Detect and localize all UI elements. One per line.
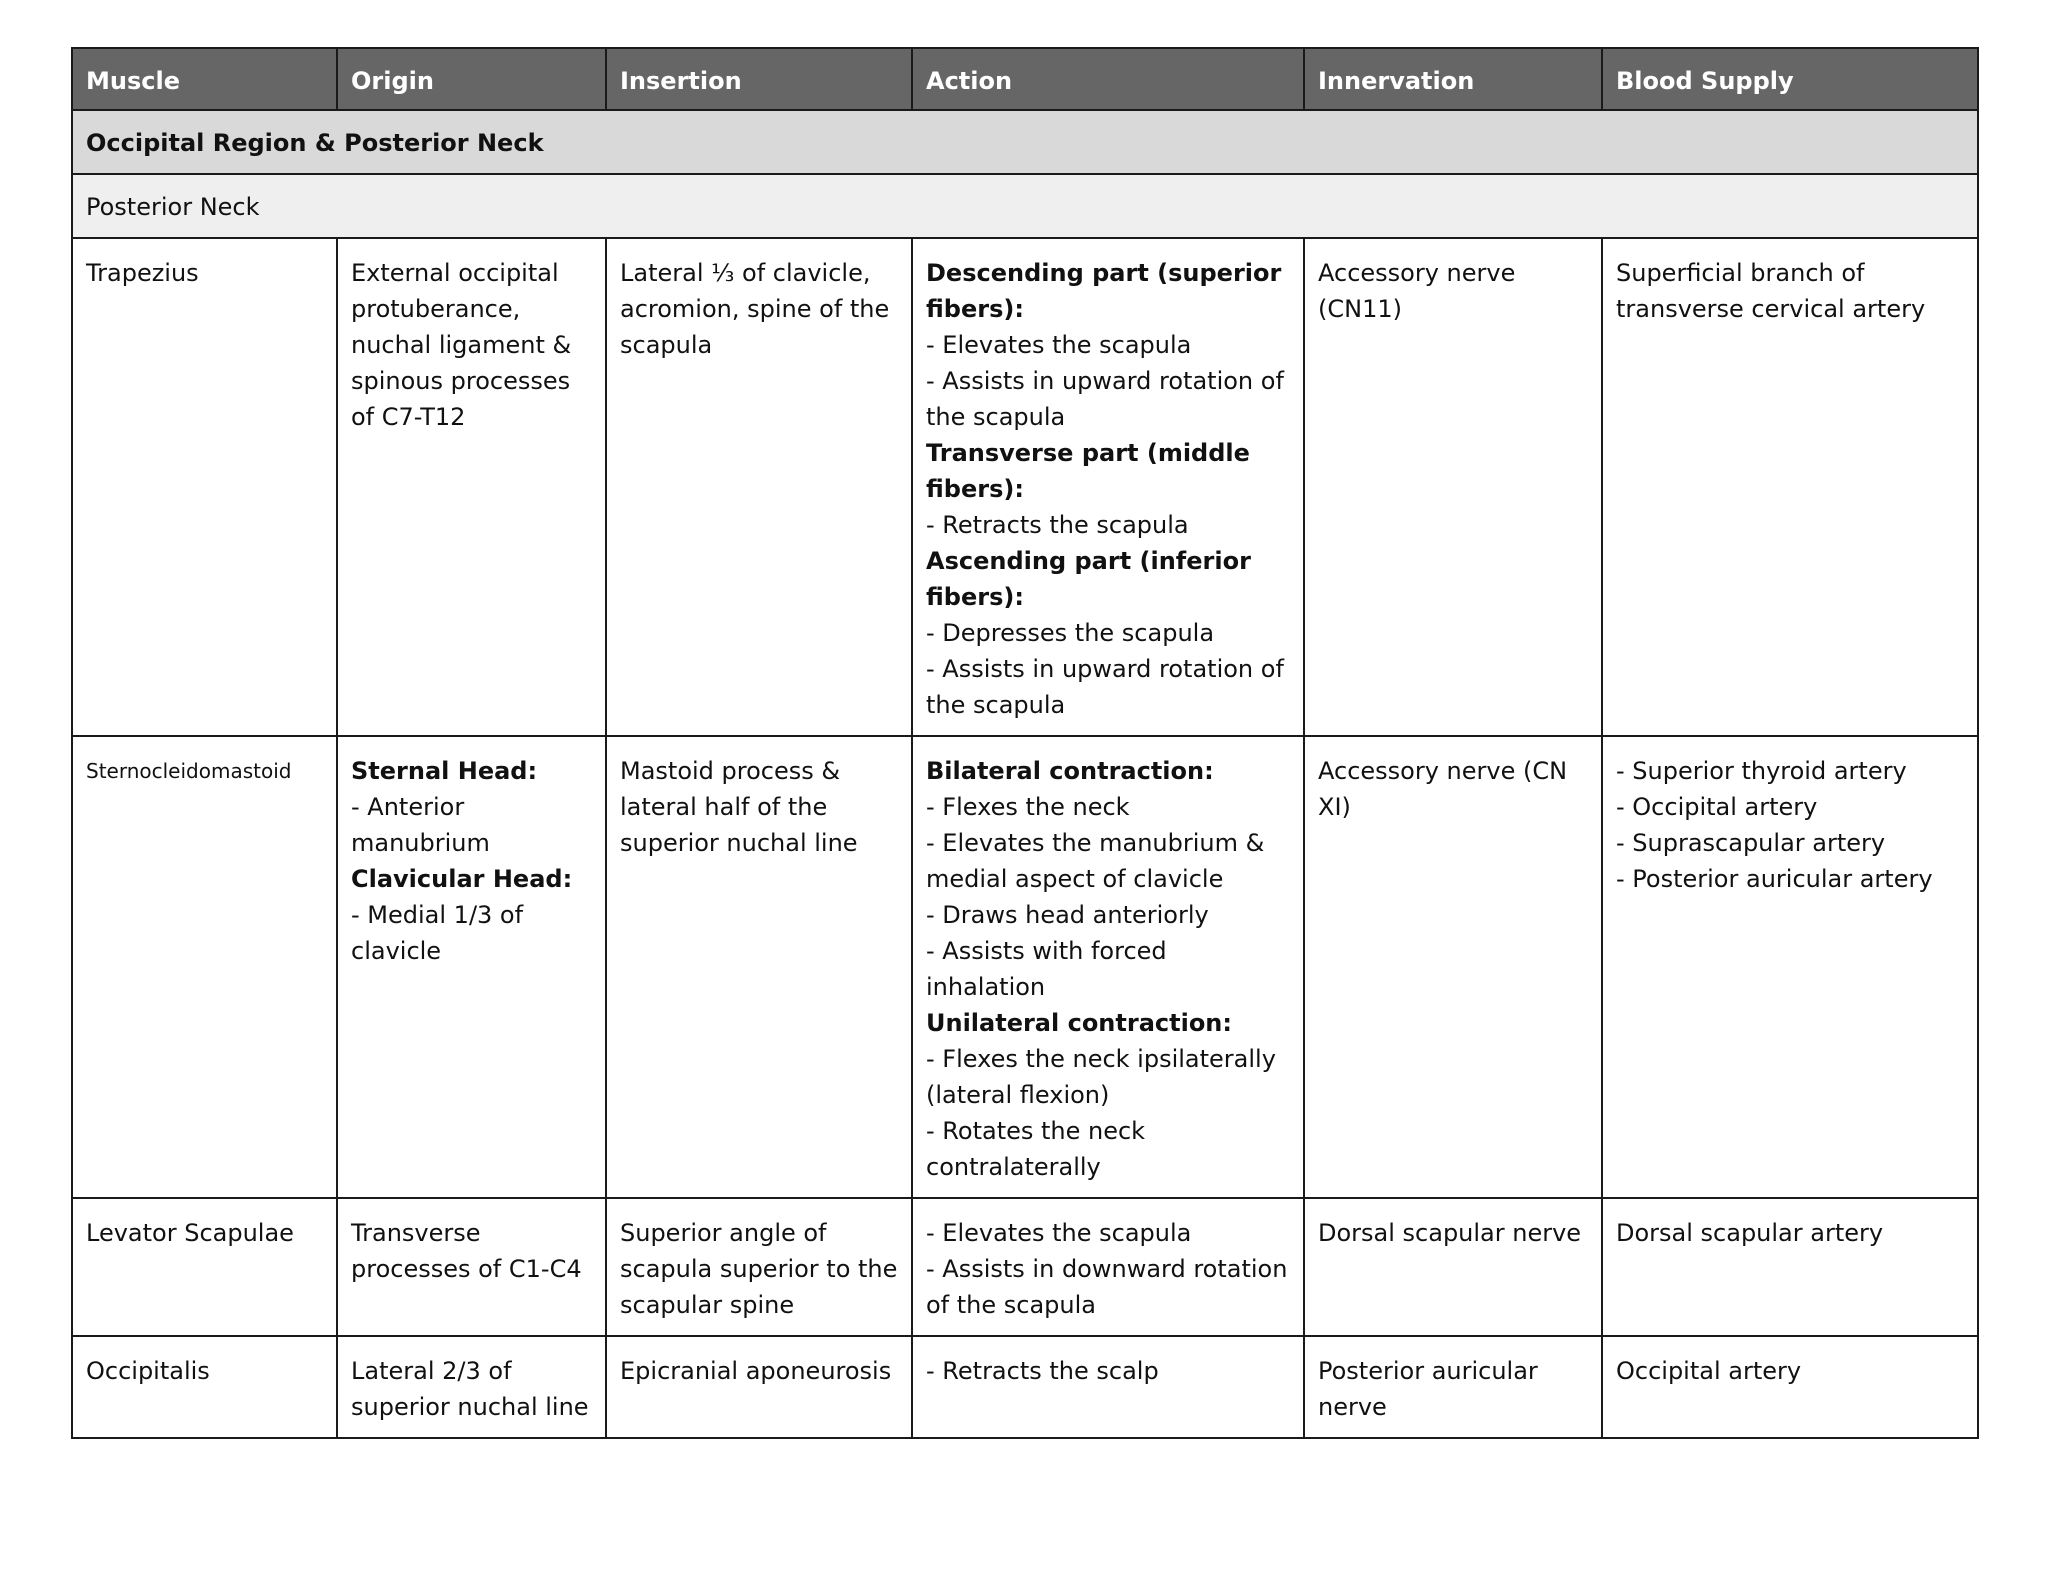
action-line: - Depresses the scapula — [926, 619, 1215, 647]
action-heading: Ascending part (inferior fibers): — [926, 547, 1251, 611]
blood-supply-line: Occipital artery — [1616, 1357, 1802, 1385]
blood-supply-line: Dorsal scapular artery — [1616, 1219, 1884, 1247]
origin-cell — [337, 1198, 606, 1336]
insertion-cell: Superior angle of scapula superior to the scapular spine — [606, 1198, 912, 1336]
action-cell — [912, 238, 1304, 736]
subregion-label: Posterior Neck — [72, 174, 1978, 238]
insertion-cell: Mastoid process & lateral half of the superior nuchal line — [606, 736, 912, 1198]
muscle-name: Trapezius — [72, 238, 337, 736]
action-line: - Assists in downward rotation of the scapula — [926, 1255, 1288, 1319]
blood-supply-line: - Suprascapular artery — [1616, 829, 1886, 857]
action-cell — [912, 736, 1304, 1198]
insertion-cell: Lateral ⅓ of clavicle, acromion, spine of the scapula — [606, 238, 912, 736]
action-line: - Draws head anteriorly — [926, 901, 1209, 929]
header-innervation: Innervation — [1304, 48, 1602, 110]
table-row — [72, 238, 1978, 736]
action-cell — [912, 1336, 1304, 1438]
action-heading: Descending part (superior fibers): — [926, 259, 1282, 323]
action-line: - Retracts the scapula — [926, 511, 1189, 539]
region-row — [72, 110, 1978, 174]
action-heading: Transverse part (middle fibers): — [926, 439, 1250, 503]
blood-supply-cell — [1602, 238, 1978, 736]
header-origin: Origin — [337, 48, 606, 110]
origin-cell — [337, 736, 606, 1198]
action-line: - Rotates the neck contralaterally — [926, 1117, 1146, 1181]
action-cell — [912, 1198, 1304, 1336]
action-heading: Unilateral contraction: — [926, 1009, 1232, 1037]
action-line: - Elevates the scapula — [926, 1219, 1192, 1247]
innervation-cell: Accessory nerve (CN XI) — [1304, 736, 1602, 1198]
header-action: Action — [912, 48, 1304, 110]
blood-supply-cell — [1602, 736, 1978, 1198]
origin-cell — [337, 1336, 606, 1438]
blood-supply-line: - Superior thyroid artery — [1616, 757, 1907, 785]
blood-supply-line: - Occipital artery — [1616, 793, 1818, 821]
muscle-name: Sternocleidomastoid — [72, 736, 337, 1198]
action-heading: Bilateral contraction: — [926, 757, 1214, 785]
origin-line: - Anterior manubrium — [351, 793, 490, 857]
action-line: - Elevates the scapula — [926, 331, 1192, 359]
table-body — [72, 110, 1978, 1438]
origin-heading: Clavicular Head: — [351, 865, 573, 893]
muscle-name: Occipitalis — [72, 1336, 337, 1438]
header-blood-supply: Blood Supply — [1602, 48, 1978, 110]
blood-supply-cell — [1602, 1336, 1978, 1438]
muscle-table — [71, 47, 1979, 1439]
blood-supply-line: Superficial branch of transverse cervical artery — [1616, 259, 1926, 323]
origin-cell — [337, 238, 606, 736]
region-label: Occipital Region & Posterior Neck — [72, 110, 1978, 174]
origin-heading: Sternal Head: — [351, 757, 538, 785]
action-line: - Elevates the manubrium & medial aspect of clavicle — [926, 829, 1265, 893]
origin-line: - Medial 1/3 of clavicle — [351, 901, 524, 965]
header-muscle: Muscle — [72, 48, 337, 110]
origin-line: Transverse processes of C1-C4 — [351, 1219, 582, 1283]
subregion-row — [72, 174, 1978, 238]
innervation-cell: Posterior auricular nerve — [1304, 1336, 1602, 1438]
insertion-cell: Epicranial aponeurosis — [606, 1336, 912, 1438]
innervation-cell: Dorsal scapular nerve — [1304, 1198, 1602, 1336]
table-row — [72, 1336, 1978, 1438]
origin-line: Lateral 2/3 of superior nuchal line — [351, 1357, 589, 1421]
action-line: - Assists in upward rotation of the scapula — [926, 367, 1284, 431]
action-line: - Flexes the neck — [926, 793, 1130, 821]
table-row — [72, 736, 1978, 1198]
header-insertion: Insertion — [606, 48, 912, 110]
blood-supply-line: - Posterior auricular artery — [1616, 865, 1933, 893]
action-line: - Assists with forced inhalation — [926, 937, 1167, 1001]
table-row — [72, 1198, 1978, 1336]
action-line: - Retracts the scalp — [926, 1357, 1159, 1385]
header-row — [72, 48, 1978, 110]
muscle-name: Levator Scapulae — [72, 1198, 337, 1336]
innervation-cell: Accessory nerve (CN11) — [1304, 238, 1602, 736]
action-line: - Flexes the neck ipsilaterally (lateral flexion) — [926, 1045, 1276, 1109]
table-header — [72, 48, 1978, 110]
action-line: - Assists in upward rotation of the scapula — [926, 655, 1284, 719]
blood-supply-cell — [1602, 1198, 1978, 1336]
origin-line: External occipital protuberance, nuchal ligament & spinous processes of C7-T12 — [351, 259, 572, 431]
